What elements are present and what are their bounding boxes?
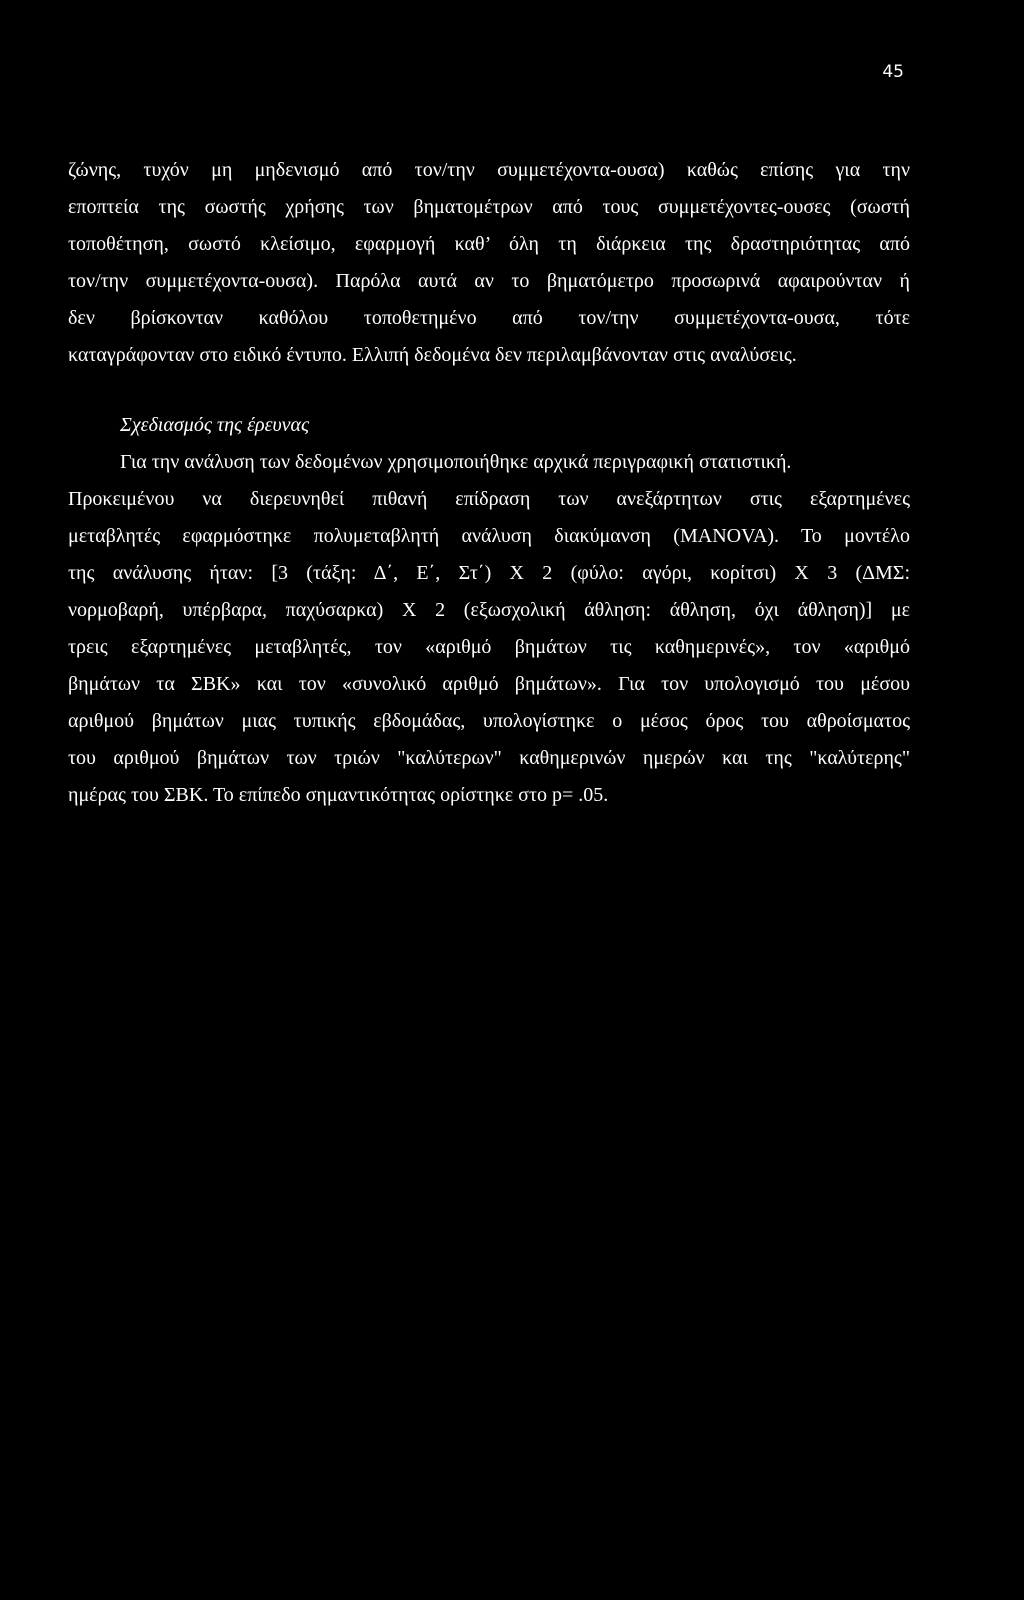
text-line: της ανάλυσης ήταν: [3 (τάξη: Δ΄, Ε΄, Στ΄) Χ 2 (φύλο: αγόρι, κορίτσι) Χ 3 (ΔΜΣ:: [68, 562, 910, 584]
text-line: του αριθμού βημάτων των τριών "καλύτερων" καθημερινών ημερών και της "καλύτερης": [68, 747, 910, 769]
text-line: εποπτεία της σωστής χρήσης των βηματομέτρων από τους συμμετέχοντες-ουσες (σωστή: [68, 196, 910, 218]
text-line: νορμοβαρή, υπέρβαρα, παχύσαρκα) Χ 2 (εξωσχολική άθληση: άθληση, όχι άθληση)] με: [68, 599, 910, 621]
text-line: αριθμού βημάτων μιας τυπικής εβδομάδας, υπολογίστηκε ο μέσος όρος του αθροίσματος: [68, 710, 910, 732]
text-line: τοποθέτηση, σωστό κλείσιμο, εφαρμογή καθ’ όλη τη διάρκεια της δραστηριότητας από: [68, 233, 910, 255]
document-body: [68, 152, 910, 814]
text-line: βημάτων τα ΣΒΚ» και τον «συνολικό αριθμό βημάτων». Για τον υπολογισμό του μέσου: [68, 673, 910, 695]
text-line: ζώνης, τυχόν μη μηδενισμό από τον/την συμμετέχοντα-ουσα) καθώς επίσης για την: [68, 159, 910, 181]
text-line: δεν βρίσκονταν καθόλου τοποθετημένο από τον/την συμμετέχοντα-ουσα, τότε: [68, 307, 910, 329]
paragraph-data-collection: [68, 152, 910, 374]
text-line: τον/την συμμετέχοντα-ουσα). Παρόλα αυτά αν το βηματόμετρο προσωρινά αφαιρούνταν ή: [68, 270, 910, 292]
section-heading: Σχεδιασμός της έρευνας: [120, 414, 310, 436]
text-line: ημέρας του ΣΒΚ. Το επίπεδο σημαντικότητας ορίστηκε στο p= .05.: [68, 784, 609, 806]
paragraph-research-design: [68, 444, 910, 814]
text-line: Προκειμένου να διερευνηθεί πιθανή επίδραση των ανεξάρτητων στις εξαρτημένες: [68, 488, 910, 510]
text-line: μεταβλητές εφαρμόστηκε πολυμεταβλητή ανάλυση διακύμανση (MANOVA). Το μοντέλο: [68, 525, 910, 547]
page-number: 45: [882, 62, 904, 82]
text-line: Για την ανάλυση των δεδομένων χρησιμοποιήθηκε αρχικά περιγραφική στατιστική.: [120, 451, 792, 473]
text-line: τρεις εξαρτημένες μεταβλητές, τον «αριθμό βημάτων τις καθημερινές», τον «αριθμό: [68, 636, 910, 658]
text-line: καταγράφονταν στο ειδικό έντυπο. Ελλιπή δεδομένα δεν περιλαμβάνονταν στις αναλύσεις.: [68, 344, 797, 366]
